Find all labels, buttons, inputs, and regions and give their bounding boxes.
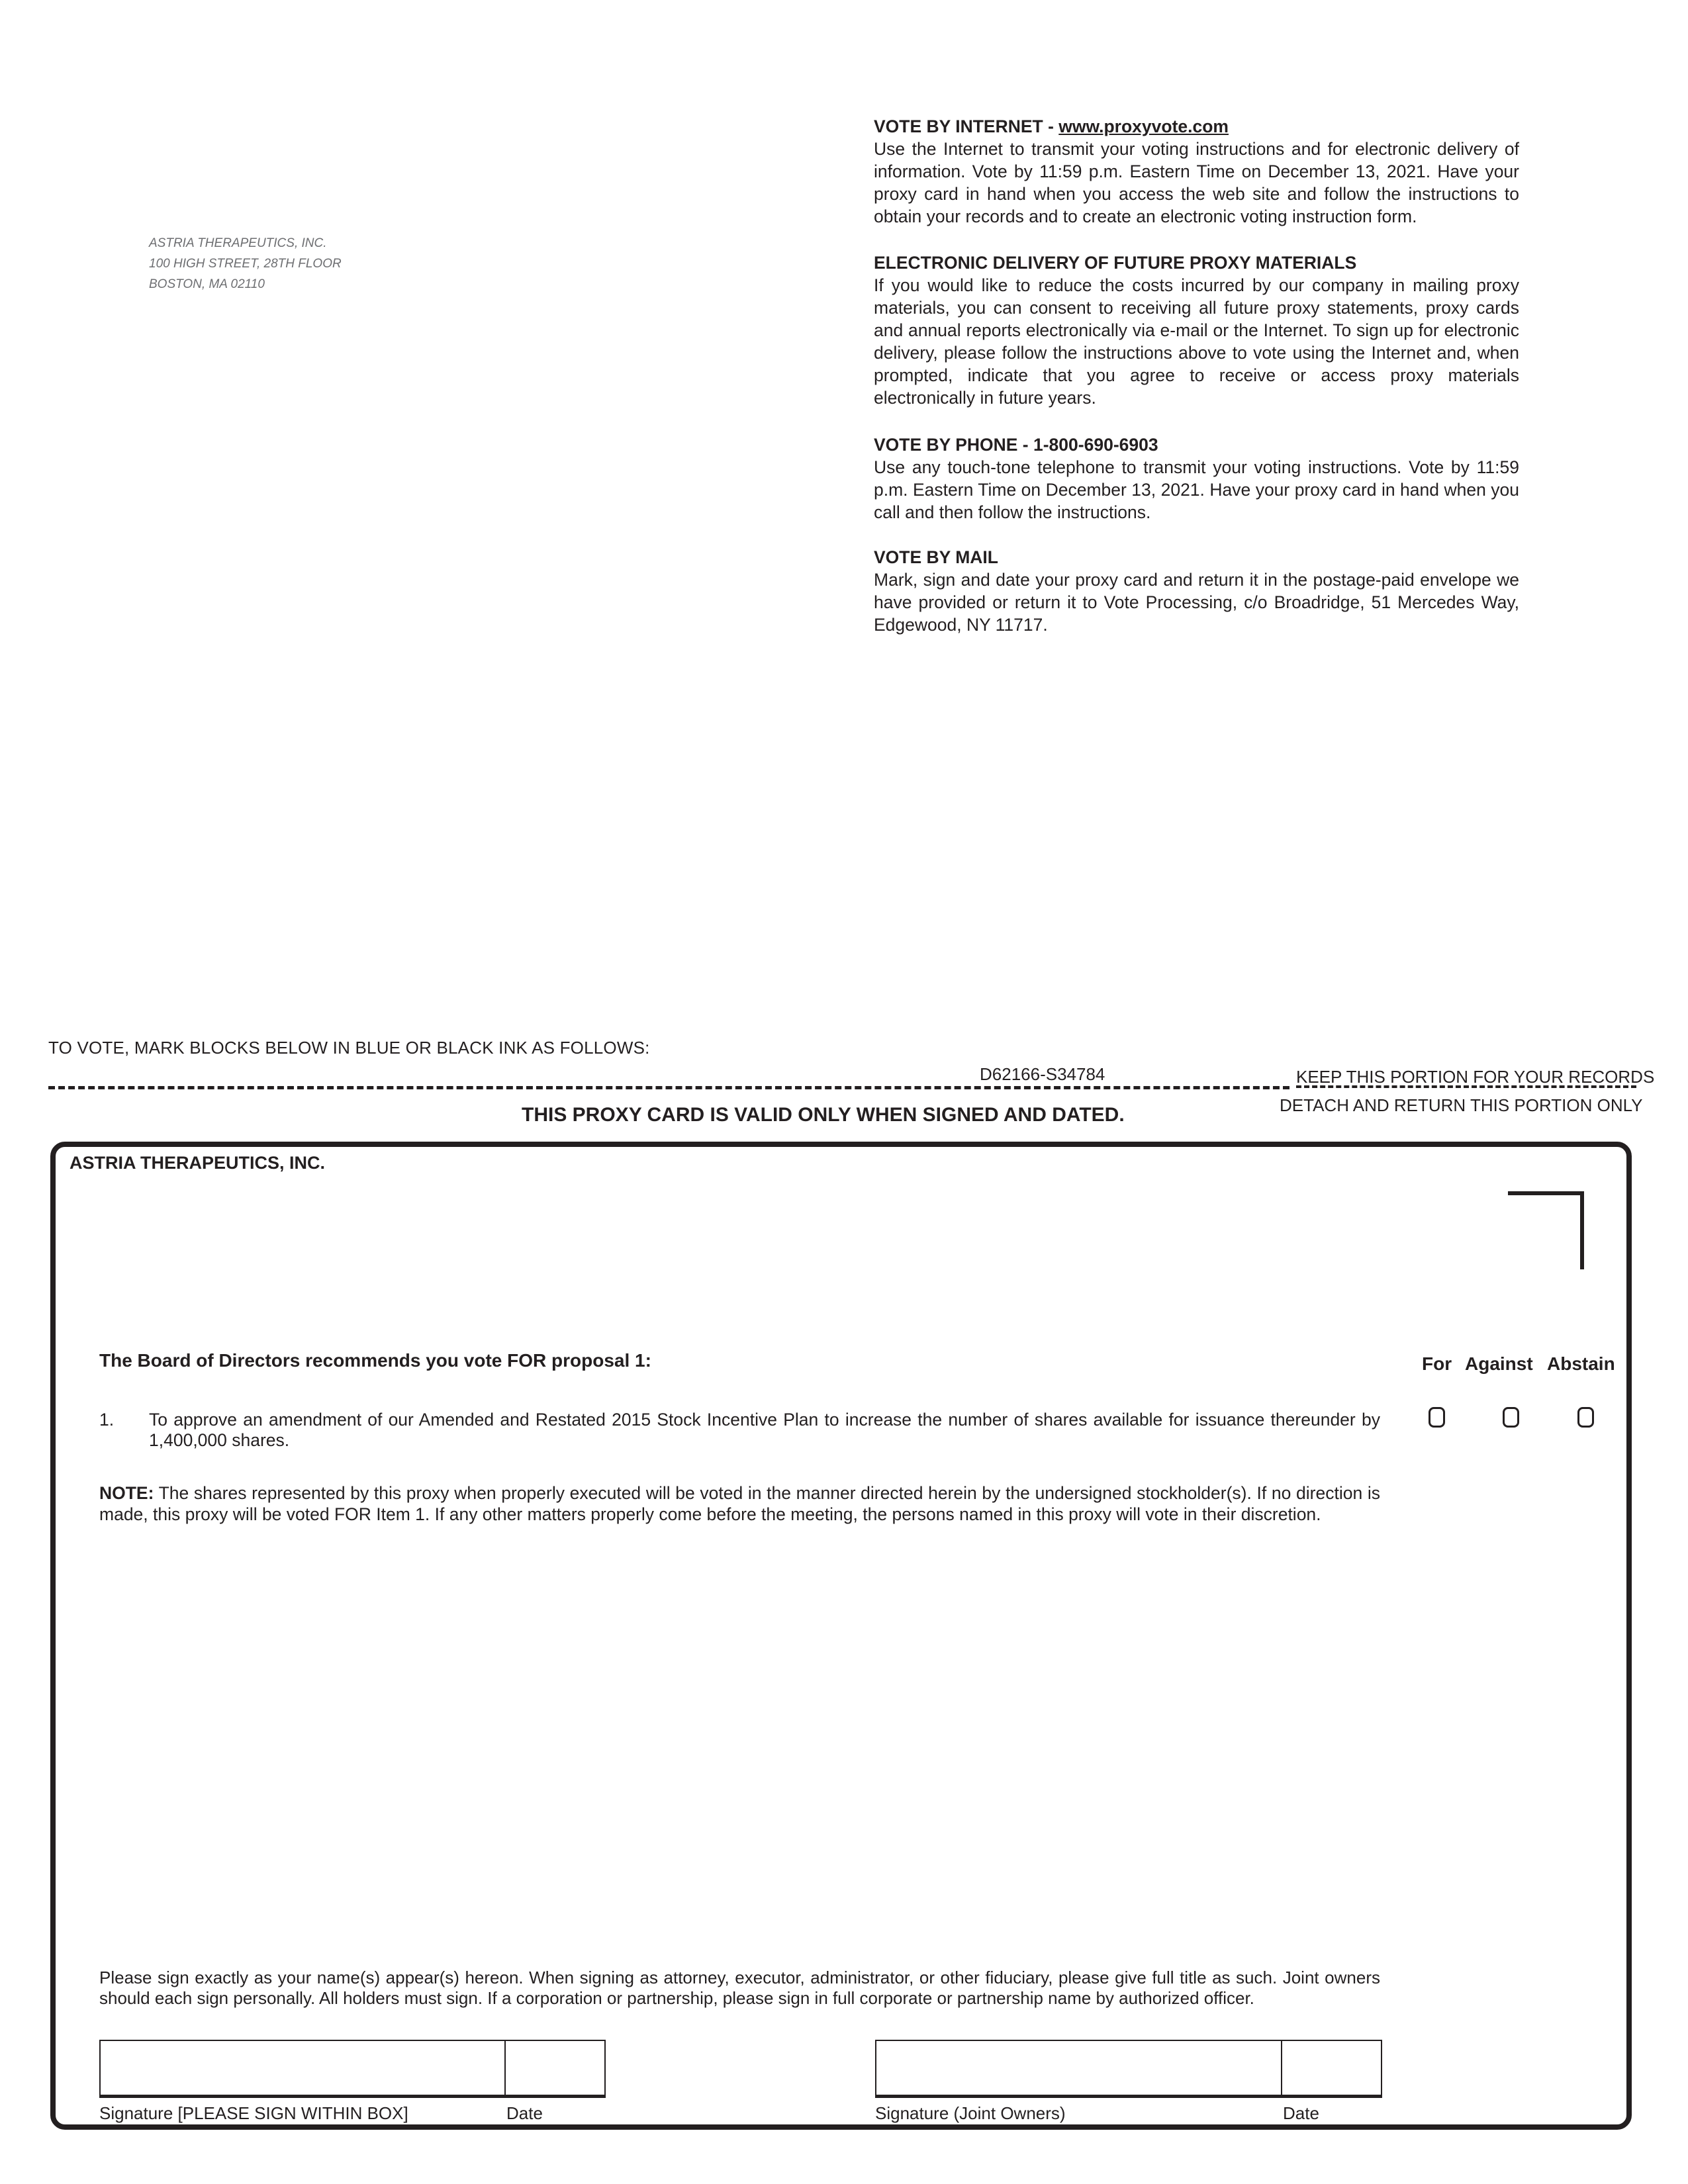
column-abstain: Abstain: [1547, 1353, 1615, 1374]
date-field[interactable]: [506, 2041, 604, 2095]
electronic-delivery-heading: ELECTRONIC DELIVERY OF FUTURE PROXY MATERIALS: [874, 253, 1357, 273]
return-address-line3: BOSTON, MA 02110: [149, 277, 265, 291]
detach-return-label: DETACH AND RETURN THIS PORTION ONLY: [1280, 1095, 1643, 1115]
vote-for-checkbox[interactable]: [1429, 1407, 1445, 1428]
keep-dashed-underline: [1296, 1085, 1636, 1088]
signature-field[interactable]: [101, 2041, 506, 2095]
vote-by-mail-body: Mark, sign and date your proxy card and return it in the postage-paid envelope we have provided or return it to Vote Processing, c/o Broadridge, 51 Mercedes Way, Edgewood, NY 11717.: [874, 570, 1519, 635]
electronic-delivery-body: If you would like to reduce the costs incurred by our company in mailing proxy materials, you can consent to receiving all future proxy statements, proxy cards and annual reports electronically via e-mail or the Internet. To sign up for electronic delivery, please follow the instructions above to vote using the Internet and, when prompted, indicate that you agree to receive or access proxy materials electronically in future years.: [874, 275, 1519, 408]
joint-signature-label: Signature (Joint Owners): [875, 2103, 1066, 2123]
return-address-line2: 100 HIGH STREET, 28TH FLOOR: [149, 257, 342, 271]
proxyvote-link[interactable]: www.proxyvote.com: [1058, 116, 1229, 136]
vote-by-phone-section: [874, 433, 1519, 523]
joint-date-field[interactable]: [1282, 2041, 1381, 2095]
detach-dashed-line: [48, 1086, 1289, 1089]
card-company-name: ASTRIA THERAPEUTICS, INC.: [70, 1153, 326, 1173]
vote-against-checkbox[interactable]: [1503, 1407, 1519, 1428]
vote-by-mail-section: [874, 546, 1519, 636]
vote-by-internet-heading-text: VOTE BY INTERNET -: [874, 116, 1059, 136]
vote-by-mail-heading: VOTE BY MAIL: [874, 547, 998, 567]
board-recommendation: The Board of Directors recommends you vote FOR proposal 1:: [99, 1350, 651, 1371]
return-address: [149, 233, 342, 295]
vote-by-internet-section: [874, 115, 1519, 228]
vote-abstain-checkbox[interactable]: [1577, 1407, 1594, 1428]
vote-by-internet-body: Use the Internet to transmit your voting instructions and for electronic delivery of information. Vote by 11:59 p.m. Eastern Time on December 13, 2021. Have your proxy card in hand when you access the web site and follow the instructions to obtain your records and to create an electronic voting instruction form.: [874, 139, 1519, 226]
column-against: Against: [1465, 1353, 1533, 1374]
signature-box: [99, 2040, 606, 2098]
sign-instructions: Please sign exactly as your name(s) appear(s) hereon. When signing as attorney, executor, administrator, or other fiduciary, please give full title as such. Joint owners should each sign personally. All holders must sign. If a corporation or partnership, please sign in full corporate or partnership name by authorized officer.: [99, 1968, 1380, 2008]
note-label: NOTE:: [99, 1483, 154, 1503]
return-address-line1: ASTRIA THERAPEUTICS, INC.: [149, 236, 327, 250]
date-label: Date: [506, 2103, 543, 2123]
proposal-number: 1.: [99, 1410, 115, 1430]
proposal-text: To approve an amendment of our Amended and Restated 2015 Stock Incentive Plan to increase the number of shares available for issuance thereunder by 1,400,000 shares.: [149, 1410, 1380, 1450]
control-number: D62166-S34784: [980, 1064, 1105, 1084]
corner-mark: [1508, 1191, 1584, 1269]
mark-instruction: TO VOTE, MARK BLOCKS BELOW IN BLUE OR BLACK INK AS FOLLOWS:: [48, 1038, 650, 1058]
vote-by-phone-heading: VOTE BY PHONE - 1-800-690-6903: [874, 435, 1158, 455]
note-text: The shares represented by this proxy when properly executed will be voted in the manner directed herein by the undersigned stockholder(s). If no direction is made, this proxy will be voted FOR Item 1. If any other matters properly come before the meeting, the persons named in this proxy will vote in their discretion.: [99, 1483, 1380, 1524]
joint-date-label: Date: [1283, 2103, 1319, 2123]
valid-notice: THIS PROXY CARD IS VALID ONLY WHEN SIGNED AND DATED.: [522, 1104, 1125, 1126]
joint-signature-field[interactable]: [876, 2041, 1282, 2095]
proxy-note: [99, 1482, 1380, 1525]
keep-portion-label: KEEP THIS PORTION FOR YOUR RECORDS: [1296, 1067, 1655, 1087]
joint-signature-box: [875, 2040, 1382, 2098]
vote-by-phone-body: Use any touch-tone telephone to transmit your voting instructions. Vote by 11:59 p.m. Eastern Time on December 13, 2021. Have your proxy card in hand when you call and then follow the instructions.: [874, 457, 1519, 522]
signature-label: Signature [PLEASE SIGN WITHIN BOX]: [99, 2103, 408, 2123]
electronic-delivery-section: [874, 251, 1519, 409]
vote-by-internet-heading: [874, 115, 1519, 138]
column-for: For: [1422, 1353, 1452, 1374]
